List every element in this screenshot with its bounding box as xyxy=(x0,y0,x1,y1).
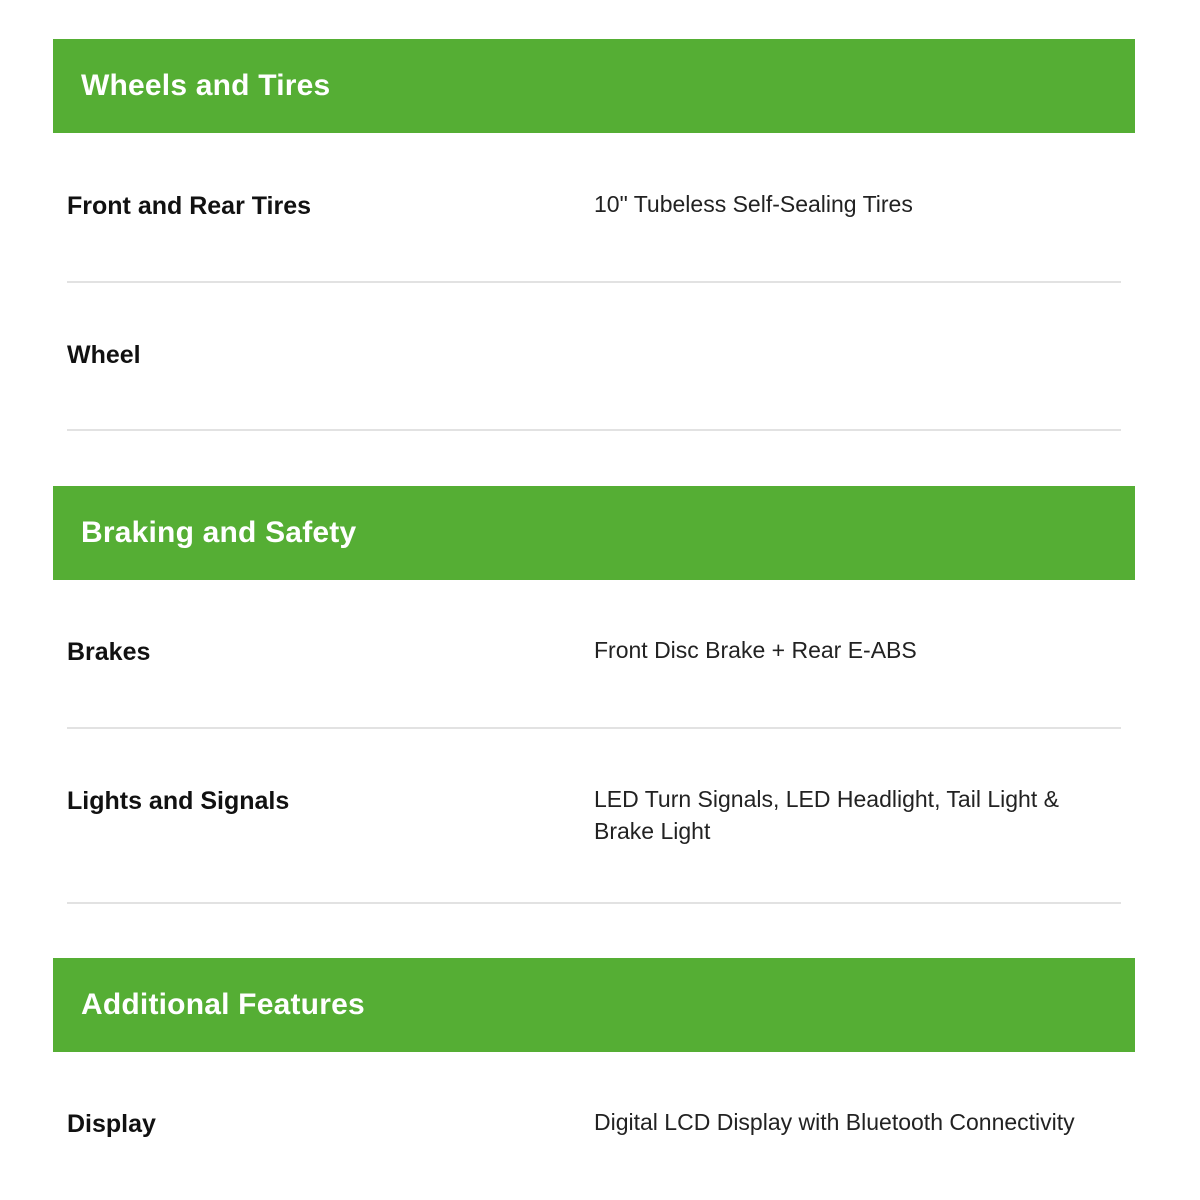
section-header-additional-features xyxy=(53,958,1135,1052)
section-header-braking-and-safety xyxy=(53,486,1135,580)
section-title: Braking and Safety xyxy=(81,516,357,549)
spec-label: Lights and Signals xyxy=(67,787,290,815)
section-header-wheels-and-tires xyxy=(53,39,1135,133)
spec-label: Front and Rear Tires xyxy=(67,192,312,220)
spec-label: Display xyxy=(67,1110,156,1138)
section-title: Wheels and Tires xyxy=(81,69,331,102)
spec-value: Front Disc Brake + Rear E-ABS xyxy=(594,637,917,663)
spec-value: LED Turn Signals, LED Headlight, Tail Light & Brake Light xyxy=(594,786,1059,844)
spec-label: Brakes xyxy=(67,638,151,666)
spec-row-display xyxy=(67,1052,1121,1200)
spec-label: Wheel xyxy=(67,341,141,369)
spec-row-front-and-rear-tires xyxy=(67,134,1121,283)
spec-value: 10" Tubeless Self-Sealing Tires xyxy=(594,191,913,217)
spec-row-brakes xyxy=(67,580,1121,729)
section-title: Additional Features xyxy=(81,988,365,1021)
spec-row-wheel xyxy=(67,283,1121,431)
spec-value: Digital LCD Display with Bluetooth Connectivity xyxy=(594,1109,1075,1135)
spec-row-lights-and-signals xyxy=(67,729,1121,904)
